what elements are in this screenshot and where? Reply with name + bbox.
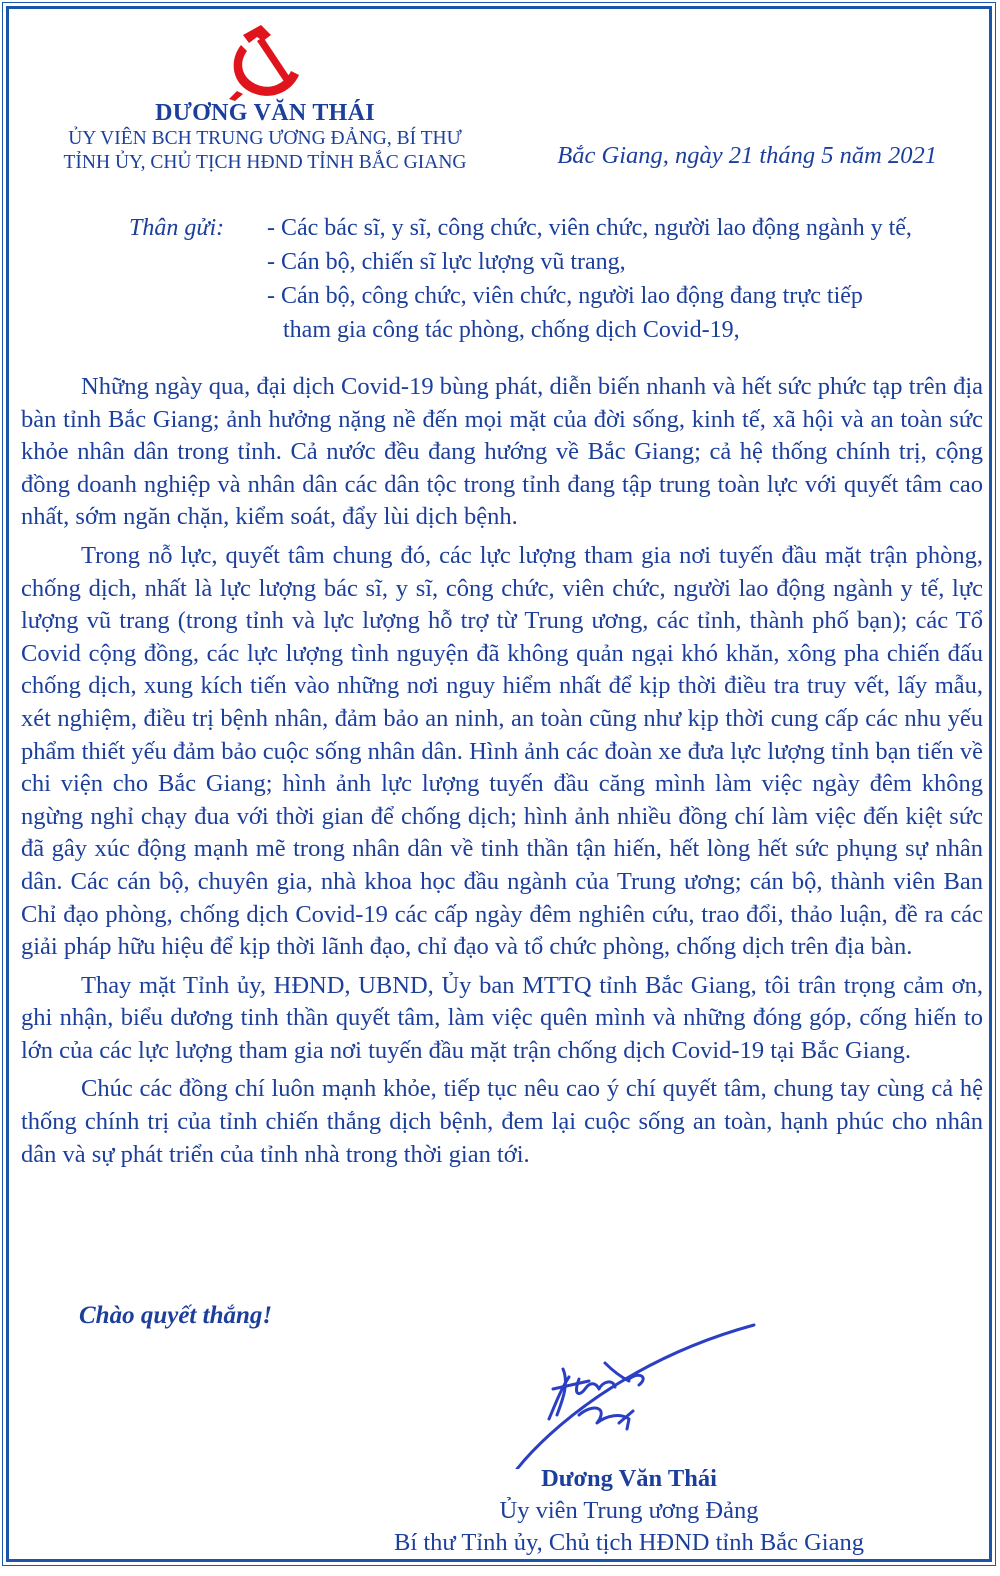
signer-role-line1: Ủy viên Trung ương Đảng xyxy=(499,1497,759,1524)
signer-role-line2: Bí thư Tỉnh ủy, Chủ tịch HĐND tỉnh Bắc Giang xyxy=(394,1529,864,1556)
letter-page xyxy=(6,6,992,1562)
sender-name: DƯƠNG VĂN THÁI xyxy=(155,100,375,126)
recipient-list xyxy=(267,211,987,347)
greeting-label: Thân gửi: xyxy=(129,215,225,241)
body-paragraph: Những ngày qua, đại dịch Covid-19 bùng phát, diễn biến nhanh và hết sức phức tạp trên địa bàn tỉnh Bắc Giang; ảnh hưởng nặng nề đến mọi mặt của đời sống, kinh tế, xã hội và an toàn sức khỏe nhân dân trong tỉnh. Cả nước đều đang hướng về Bắc Giang; cả hệ thống chính trị, cộng đồng doanh nghiệp và nhân dân các dân tộc trong tỉnh đang tập trung toàn lực với quyết tâm cao nhất, sớm ngăn chặn, kiểm soát, đẩy lùi dịch bệnh. xyxy=(21,373,983,531)
recipient-item: - Các bác sĩ, y sĩ, công chức, viên chức, người lao động ngành y tế, xyxy=(267,215,912,241)
letter-body xyxy=(21,371,983,1177)
handwritten-signature-icon xyxy=(509,1319,769,1469)
signature-block xyxy=(339,1463,919,1559)
body-paragraph: Thay mặt Tỉnh ủy, HĐND, UBND, Ủy ban MTTQ tỉnh Bắc Giang, tôi trân trọng cảm ơn, ghi nhận, biểu dương tinh thần quyết tâm, làm việc quên mình và những đóng góp, cống hiến to lớn của các lực lượng tham gia nơi tuyến đầu mặt trận chống dịch Covid-19 tại Bắc Giang. xyxy=(21,971,983,1064)
body-paragraph: Trong nỗ lực, quyết tâm chung đó, các lực lượng tham gia nơi tuyến đầu mặt trận phòng, chống dịch, nhất là lực lượng bác sĩ, y sĩ, công chức, viên chức, người lao động ngành y tế, lực lượng vũ trang (trong tỉnh và lực lượng hỗ trợ từ Trung ương, các tỉnh, thành phố bạn); các Tổ Covid cộng đồng, các lực lượng tình nguyện đã không quản ngại khó khăn, xông pha chiến đấu chống dịch, xung kích tiến vào những nơi nguy hiểm nhất để kịp thời điều tra truy vết, lấy mẫu, xét nghiệm, điều trị bệnh nhân, đảm bảo an ninh, an toàn cũng như kịp thời cung cấp các nhu yếu phẩm thiết yếu đảm bảo cuộc sống nhân dân. Hình ảnh các đoàn xe đưa lực lượng tỉnh bạn tiến về chi viện cho Bắc Giang; hình ảnh lực lượng tuyến đầu căng mình làm việc ngày đêm không ngừng nghỉ chạy đua với thời gian để chống dịch; hình ảnh nhiều đồng chí làm việc đến kiệt sức đã gây xúc động mạnh mẽ trong nhân dân về tinh thần tận hiến, hết lòng hết sức phụng sự nhân dân. Các cán bộ, chuyên gia, nhà khoa học đầu ngành của Trung ương; cán bộ, thành viên Ban Chỉ đạo phòng, chống dịch Covid-19 các cấp ngày đêm nghiên cứu, trao đổi, thảo luận, đề ra các giải pháp hữu hiệu để kịp thời lãnh đạo, chỉ đạo và tổ chức phòng, chống dịch trên địa bàn. xyxy=(21,541,983,961)
recipient-item: - Cán bộ, công chức, viên chức, người lao động đang trực tiếp xyxy=(267,283,863,309)
recipient-item-continuation: tham gia công tác phòng, chống dịch Covid-19, xyxy=(283,317,740,343)
sender-title-line2: TỈNH ỦY, CHỦ TỊCH HĐND TỈNH BẮC GIANG xyxy=(63,152,467,173)
sender-header xyxy=(27,99,503,175)
hammer-sickle-icon xyxy=(221,23,305,101)
signer-name: Dương Văn Thái xyxy=(541,1465,717,1492)
sender-title-line1: ỦY VIÊN BCH TRUNG ƯƠNG ĐẢNG, BÍ THƯ xyxy=(68,128,462,149)
body-paragraph: Chúc các đồng chí luôn mạnh khỏe, tiếp tục nêu cao ý chí quyết tâm, chung tay cùng cả hệ thống chính trị của tỉnh chiến thắng dịch bệnh, đem lại cuộc sống an toàn, hạnh phúc cho nhân dân và sự phát triển của tỉnh nhà trong thời gian tới. xyxy=(21,1075,983,1168)
closing-line: Chào quyết thắng! xyxy=(79,1302,273,1329)
recipient-item: - Cán bộ, chiến sĩ lực lượng vũ trang, xyxy=(267,249,626,275)
date-line: Bắc Giang, ngày 21 tháng 5 năm 2021 xyxy=(557,142,937,169)
